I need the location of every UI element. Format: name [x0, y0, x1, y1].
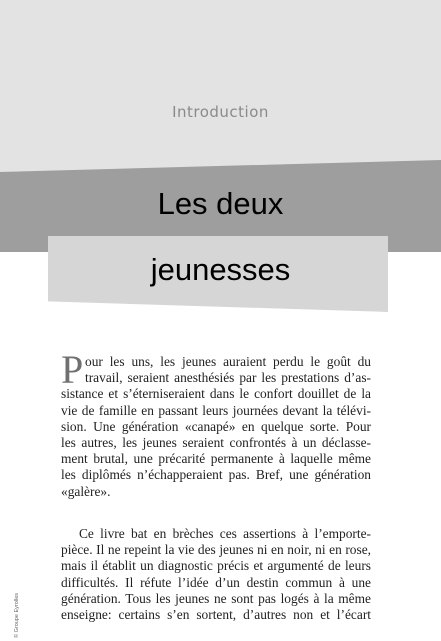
paragraph-line: our les uns, les jeunes auraient perdu le goût du: [85, 354, 371, 369]
paragraph-line: génération. Tous les jeunes ne sont pas logés à la même: [61, 590, 371, 606]
paragraph-line: enseigne: certains s’en sortent, d’autres non et l’écart: [61, 607, 371, 623]
paragraph-line: les diplômés n’échapperaient pas. Bref, une génération: [61, 467, 371, 483]
header-band: [0, 0, 441, 172]
chapter-title-line-2: jeunesses: [150, 252, 291, 287]
drop-cap: P: [61, 347, 84, 392]
paragraph-2: [61, 526, 371, 623]
paragraph-line: les autres, les jeunes seraient confrontés à un déclasse-: [61, 435, 371, 451]
paragraph-line: sion. Une génération «canapé» en quelque sorte. Pour: [61, 418, 371, 434]
paragraph-line: difficultés. Il réfute l’idée d’un destin commun à une: [61, 574, 371, 590]
paragraph-line: ment brutal, une précarité permanente à laquelle même: [61, 451, 371, 467]
chapter-title-line-1: Les deux: [157, 186, 284, 221]
section-label: Introduction: [172, 103, 269, 121]
paragraph-line: sistance et s’éterniseraient dans le confort douillet de la: [61, 386, 371, 402]
paragraph-line: mais il établit un diagnostic précis et argumenté de leurs: [61, 558, 371, 574]
paragraph-line: travail, seraient anesthésiés par les prestations d’as-: [85, 370, 371, 386]
paragraph-1: [61, 347, 371, 500]
paragraph-line: «galère».: [61, 483, 111, 499]
paragraph-line: vie de famille en passant leurs journées devant la télévi-: [61, 402, 371, 418]
paragraph-line: pièce. Il ne repeint la vie des jeunes ni en noir, ni en rose,: [61, 542, 371, 558]
paragraph-line: Ce livre bat en brèches ces assertions à l’emporte-: [79, 526, 371, 541]
copyright-notice: © Groupe Eyrolles: [14, 592, 20, 638]
